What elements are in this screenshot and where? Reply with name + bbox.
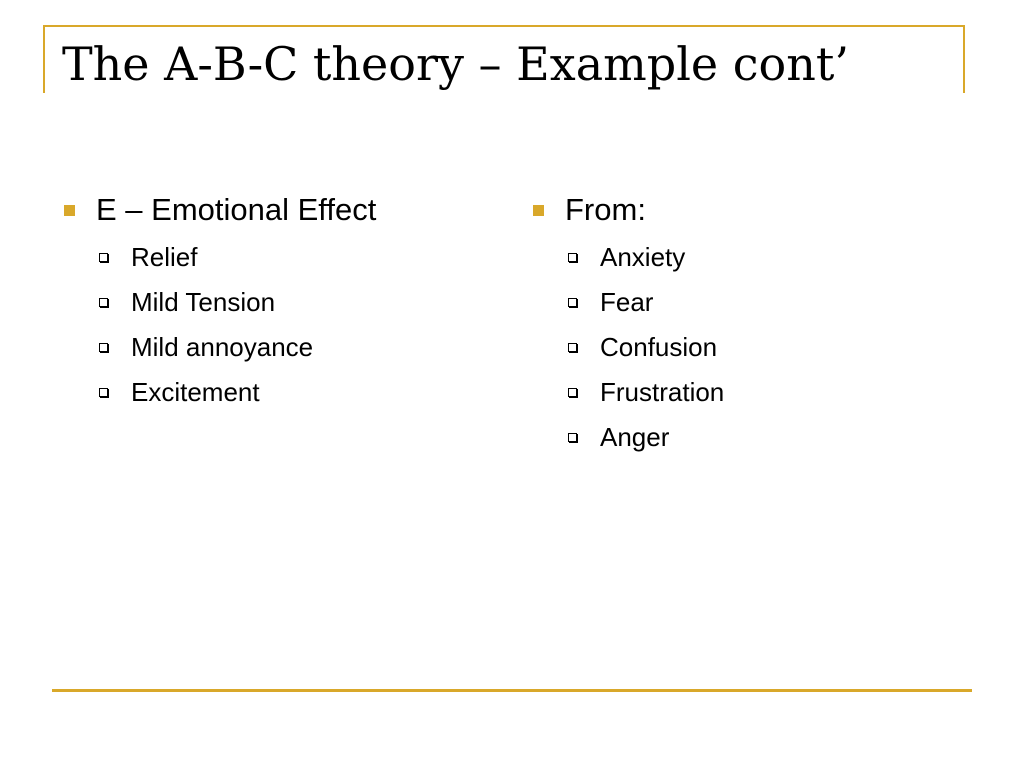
title-frame-top-rule bbox=[43, 25, 965, 27]
list-item bbox=[568, 415, 724, 460]
title-frame-left-rule bbox=[43, 25, 45, 93]
right-column-list bbox=[568, 235, 724, 460]
list-item bbox=[99, 280, 376, 325]
hollow-square-bullet-icon bbox=[99, 253, 108, 262]
list-item bbox=[99, 235, 376, 280]
hollow-square-bullet-icon bbox=[568, 298, 577, 307]
hollow-square-bullet-icon bbox=[568, 343, 577, 352]
list-item-text: Fear bbox=[600, 287, 654, 317]
list-item bbox=[99, 325, 376, 370]
title-frame-right-rule bbox=[963, 25, 965, 93]
list-item bbox=[99, 370, 376, 415]
list-item bbox=[568, 235, 724, 280]
hollow-square-bullet-icon bbox=[568, 433, 577, 442]
footer-rule bbox=[52, 689, 972, 692]
left-column-list bbox=[99, 235, 376, 415]
list-item-text: Mild annoyance bbox=[131, 332, 314, 362]
list-item-text: Frustration bbox=[600, 377, 725, 407]
list-item-text: Anxiety bbox=[600, 242, 686, 272]
list-item-text: Relief bbox=[131, 242, 198, 272]
right-column-heading bbox=[531, 188, 724, 232]
filled-square-bullet-icon bbox=[533, 205, 544, 216]
right-column bbox=[531, 188, 724, 460]
list-item-text: Anger bbox=[600, 422, 670, 452]
hollow-square-bullet-icon bbox=[568, 388, 577, 397]
hollow-square-bullet-icon bbox=[99, 298, 108, 307]
list-item-text: Mild Tension bbox=[131, 287, 276, 317]
hollow-square-bullet-icon bbox=[568, 253, 577, 262]
left-column-heading-text: E – Emotional Effect bbox=[96, 192, 377, 227]
right-column-heading-text: From: bbox=[565, 192, 646, 227]
list-item-text: Excitement bbox=[131, 377, 260, 407]
list-item-text: Confusion bbox=[600, 332, 718, 362]
left-column bbox=[62, 188, 376, 415]
list-item bbox=[568, 325, 724, 370]
hollow-square-bullet-icon bbox=[99, 388, 108, 397]
filled-square-bullet-icon bbox=[64, 205, 75, 216]
list-item bbox=[568, 280, 724, 325]
left-column-heading bbox=[62, 188, 376, 232]
list-item bbox=[568, 370, 724, 415]
slide-title: The A-B-C theory – Example cont’ bbox=[62, 37, 849, 91]
hollow-square-bullet-icon bbox=[99, 343, 108, 352]
